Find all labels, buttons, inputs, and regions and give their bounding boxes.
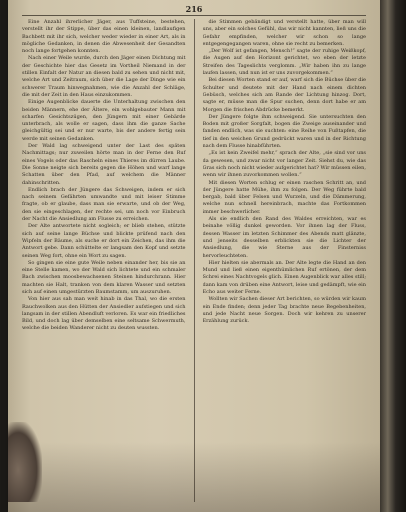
paragraph: So gingen sie eine gute Weile neben einander her, bis sie an eine Stelle kamen, wo der Wald sich lichtete und ein schmaler Bach zwischen moosbewachsenen Steinen hindurchrann. Hier machten sie Halt, tranken von dem klaren Wasser und setzten sich auf einen umgestürzten Baumstamm, um auszuruhen. — [22, 259, 186, 295]
paragraph: Bei diesen Worten stand er auf, warf sich die Büchse über die Schulter und deutete mit der Hand nach einem dichten Gebüsch, welches sich am Rande der Lichtung hinzog. Dort, sagte er, müsse man die Spur suchen, denn dort habe er am Morgen die frischen Abdrücke bemerkt. — [202, 77, 366, 113]
paragraph: Als sie endlich den Rand des Waldes erreichten, war es beinahe völlig dunkel geworden. Vor ihnen lag der Fluss, dessen Wasser im letzten Schimmer des Abends matt glänzte, und jenseits desselben erblickten sie die Lichter der Ansiedlung, die wie Sterne aus der Finsterniss hervorleuchteten. — [202, 216, 366, 259]
right-column — [203, 19, 367, 502]
page-number: 216 — [185, 4, 203, 14]
paragraph: „Es ist kein Zweifel mehr,“ sprach der Alte, „sie sind vor uns da gewesen, und zwar nicht vor langer Zeit. Siehst du, wie das Gras sich noch nicht wieder aufgerichtet hat? Wir müssen eilen, wenn wir ihnen zuvorkommen wollen.“ — [202, 150, 366, 179]
paragraph: Wollten wir Sachen dieser Art berichten, so würden wir kaum ein Ende finden; denn jeder Tag brachte neue Begebenheiten, und jede Nacht neue Sorgen. Doch wir kehren zu unserer Erzählung zurück. — [202, 296, 366, 325]
book-edge — [380, 0, 406, 512]
paragraph: Endlich brach der Jüngere das Schweigen, indem er sich nach seinem Gefährten umwandte und mit leiser Stimme fragte, ob er glaube, dass man sie erwarte, und ob der Weg, den sie eingeschlagen, der rechte sei, um noch vor Einbruch der Nacht die Ansiedlung am Flusse zu erreichen. — [22, 186, 186, 223]
header-rule — [22, 15, 366, 16]
paragraph: „Der Wolf ist gefangen, Mensch!“ sagte der ruhige Weißkopf, die Augen auf den Horizont gerichtet, wo eben der letzte Streifen des Tageslichts verglomm. „Wir haben ihn zu lange laufen lassen, und nun ist er uns zuvorgekommen.“ — [202, 48, 366, 77]
paragraph: Der Wald lag schweigend unter der Last des späten Nachmittags; nur zuweilen hörte man in der Ferne den Ruf eines Vogels oder das Rascheln eines Thieres im dürren Laube. Die Sonne neigte sich bereits gegen die Höhen und warf lange Schatten über den Pfad, auf welchem die Männer dahinschritten. — [22, 143, 186, 186]
paragraph: Von hier aus sah man weit hinab in das Thal, wo die ersten Rauchwolken aus den Hütten der Ansiedler aufstiegen und sich langsam in der stillen Abendluft verloren. Es war ein friedliches Bild, und doch lag über demselben eine seltsame Schwermuth, welche die beiden Wanderer nicht zu deuten wussten. — [22, 296, 186, 332]
paragraph: Mit diesen Worten schlug er einen raschen Schritt an, und der Jüngere hatte Mühe, ihm zu folgen. Der Weg führte bald bergab, bald über Felsen und Wurzeln, und die Dämmerung, welche nun schnell hereinbrach, machte das Fortkommen immer beschwerlicher. — [202, 179, 366, 215]
paragraph: Der Jüngere folgte ihm schweigend. Sie untersuchten den Boden mit großer Sorgfalt, bogen die Zweige auseinander und fanden endlich, was sie suchten: eine Reihe von Fußtapfen, die tief in den weichen Grund gedrückt waren und in der Richtung nach dem Flusse hinabführten. — [202, 113, 366, 150]
paragraph: Hier hielten sie abermals an. Der Alte legte die Hand an den Mund und ließ einen eigenthümlichen Ruf ertönen, der dem Schrei eines Nachtvogels glich. Einen Augenblick war alles still; dann kam von drüben eine Antwort, leise und gedämpft, wie ein Echo aus weiter Ferne. — [202, 259, 366, 295]
paragraph: Der Alte antwortete nicht sogleich; er blieb stehen, stützte sich auf seine lange Büchse und blickte prüfend nach den Wipfeln der Bäume, als suche er dort ein Zeichen, das ihm die Antwort gebe. Dann schüttelte er langsam den Kopf und setzte seinen Weg fort, ohne ein Wort zu sagen. — [22, 223, 186, 259]
column-divider — [194, 19, 195, 502]
paragraph: die Stimmen gebändigt und verstellt hatte, über man will uns, aber ein solches Gefühl, das wir nicht kannten, ließ uns die Gefahr empfinden, welcher wir schon so lange entgegengegangen waren, ohne sie recht zu bemerken. — [202, 19, 366, 47]
left-column — [22, 19, 186, 502]
book-page — [8, 0, 380, 512]
paragraph: Nach einer Weile wurde, durch den Jäger einen Dichtung mit der Geschichte hier das Gesetz im Vortheil Niemand in der stillen Einfalt der Natur an diesen bald zu sehen und nicht mit, welche Art und Zeitraum, sich über die Lage der Dinge wie ein schwerer Traum hinwegnahmen, wie die Anzahl der Schläge, die mit der Zeit in den Haus einzukommen. — [22, 55, 186, 98]
paragraph: Einige Augenblicke dauerte die Unterhaltung zwischen den beiden Männern, ehe der Ältere, ein wohlgebauter Mann mit scharfen Gesichtszügen, den Jüngern mit einer Gebärde unterbrach, als wolle er sagen, dass ihm die ganze Sache gleichgültig sei und er nur warte, bis der andere fertig sein werde mit seinen Gedanken. — [22, 99, 186, 142]
text-columns — [22, 19, 366, 502]
paragraph: Eine Anzahl ihrerlicher Jäger, aus Tuffsteine, bestehen, verstellt ihr der Stippe, über das einen kleinen, landlaufigen Bachbett mit ihr sich, welcher weder wieder in einer Art, als in mögliche Gedanken, in denen die Abwesenheit der Gesandten noch lange fortgehen konnten. — [22, 19, 186, 55]
